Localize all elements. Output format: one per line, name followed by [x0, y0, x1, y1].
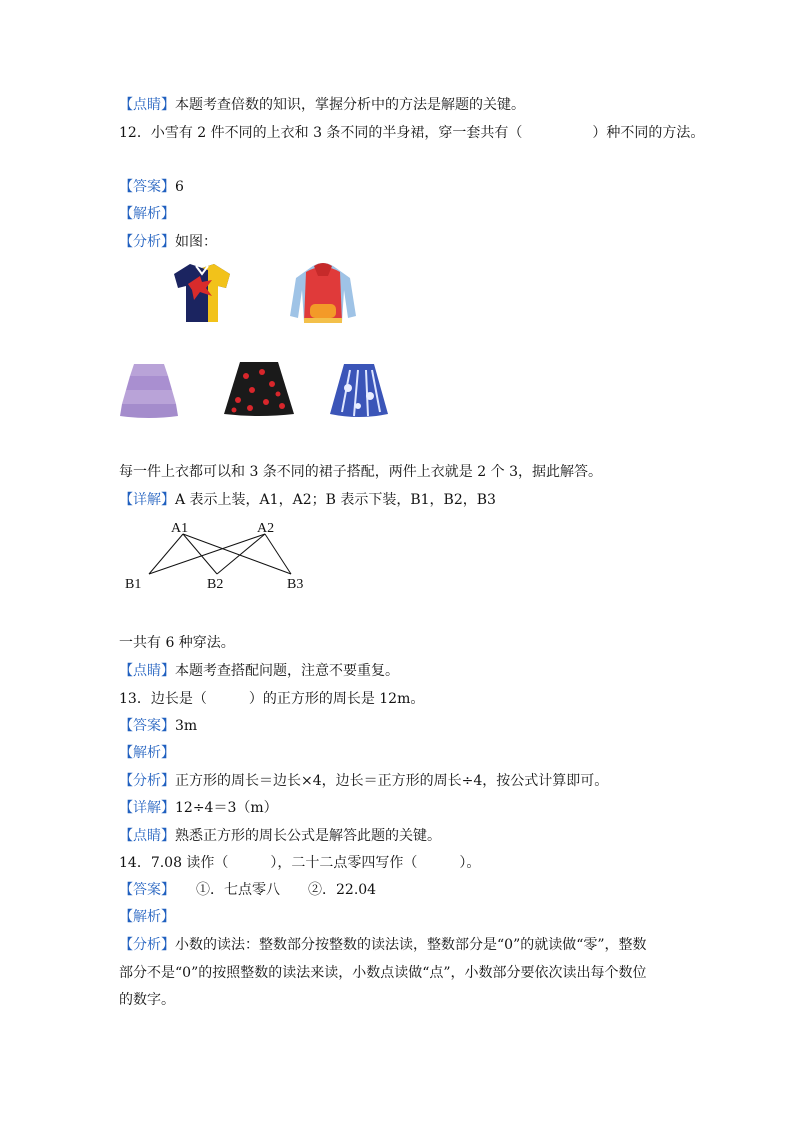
explanation-line: 每一件上衣都可以和 3 条不同的裙子搭配，两件上衣就是 2 个 3，据此解答。 — [119, 464, 602, 480]
node-a2: A2 — [257, 521, 275, 536]
dianjing-tag: 【点睛】 — [119, 663, 175, 679]
answer-value: ①．七点零八 ②．22.04 — [168, 882, 377, 898]
answer-14 — [119, 880, 376, 900]
node-b1: B1 — [125, 577, 142, 592]
fenxi-14 — [119, 935, 647, 955]
dianjing-tag: 【点睛】 — [119, 97, 175, 113]
polo-shirt-image — [172, 262, 232, 324]
fenxi-14-line-2: 部分不是“0”的按照整数的读法来读，小数点读做“点”，小数部分要依次读出每个数位 — [119, 965, 647, 981]
node-b3: B3 — [287, 577, 304, 592]
dianjing-tag: 【点睛】 — [119, 828, 175, 844]
answer-tag: 【答案】 — [119, 882, 168, 898]
xiangjie-12 — [119, 490, 496, 510]
fenxi-13 — [119, 771, 608, 791]
jiexi-tag-14: 【解析】 — [119, 909, 175, 925]
fenxi-14-line-3: 的数字。 — [119, 992, 175, 1008]
jiexi-tag-12: 【解析】 — [119, 206, 175, 222]
dianjing-13 — [119, 826, 441, 846]
answer-value: 3m — [175, 718, 198, 734]
question-12: 12．小雪有 2 件不同的上衣和 3 条不同的半身裙，穿一套共有（ ）种不同的方法。 — [119, 125, 705, 141]
xiangjie-13 — [119, 798, 278, 818]
dianjing-line-1 — [119, 95, 525, 115]
lavender-skirt-image — [118, 362, 180, 420]
xiangjie-tag: 【详解】 — [119, 492, 175, 508]
fenxi-tag: 【分析】 — [119, 773, 175, 789]
answer-13 — [119, 716, 197, 736]
answer-tag: 【答案】 — [119, 718, 175, 734]
hoodie-image — [288, 260, 358, 326]
dianjing-12 — [119, 661, 399, 681]
answer-tag: 【答案】 — [119, 179, 175, 195]
dianjing-text: 熟悉正方形的周长公式是解答此题的关键。 — [175, 828, 441, 844]
floral-skirt-image — [222, 360, 296, 418]
fenxi-text: 小数的读法：整数部分按整数的读法读，整数部分是“0”的就读做“零”，整数 — [175, 937, 647, 953]
question-14: 14．7.08 读作（ ），二十二点零四写作（ ）。 — [119, 855, 481, 871]
dianjing-text: 本题考查倍数的知识，掌握分析中的方法是解题的关键。 — [175, 97, 525, 113]
dianjing-text: 本题考查搭配问题，注意不要重复。 — [175, 663, 399, 679]
fenxi-text: 如图： — [175, 234, 217, 250]
question-13: 13．边长是（ ）的正方形的周长是 12m。 — [119, 691, 425, 707]
xiangjie-text: A 表示上装，A1，A2；B 表示下装，B1，B2，B3 — [175, 492, 496, 508]
answer-value: 6 — [175, 179, 184, 195]
edge-a1-b3 — [183, 534, 291, 574]
xiangjie-text: 12÷4＝3（m） — [175, 800, 278, 816]
answer-12 — [119, 177, 184, 197]
jiexi-tag-13: 【解析】 — [119, 745, 175, 761]
fenxi-tag: 【分析】 — [119, 937, 175, 953]
node-b2: B2 — [207, 577, 224, 592]
fenxi-text: 正方形的周长＝边长×4，边长＝正方形的周长÷4，按公式计算即可。 — [175, 773, 609, 789]
xiangjie-tag: 【详解】 — [119, 800, 175, 816]
edge-a2-b3 — [265, 534, 291, 574]
total-line: 一共有 6 种穿法。 — [119, 635, 235, 651]
blue-skirt-image — [328, 362, 390, 420]
fenxi-tag: 【分析】 — [119, 234, 175, 250]
fenxi-12 — [119, 232, 217, 252]
node-a1: A1 — [171, 521, 189, 536]
edge-a2-b2 — [217, 534, 265, 574]
matching-diagram — [119, 518, 319, 594]
